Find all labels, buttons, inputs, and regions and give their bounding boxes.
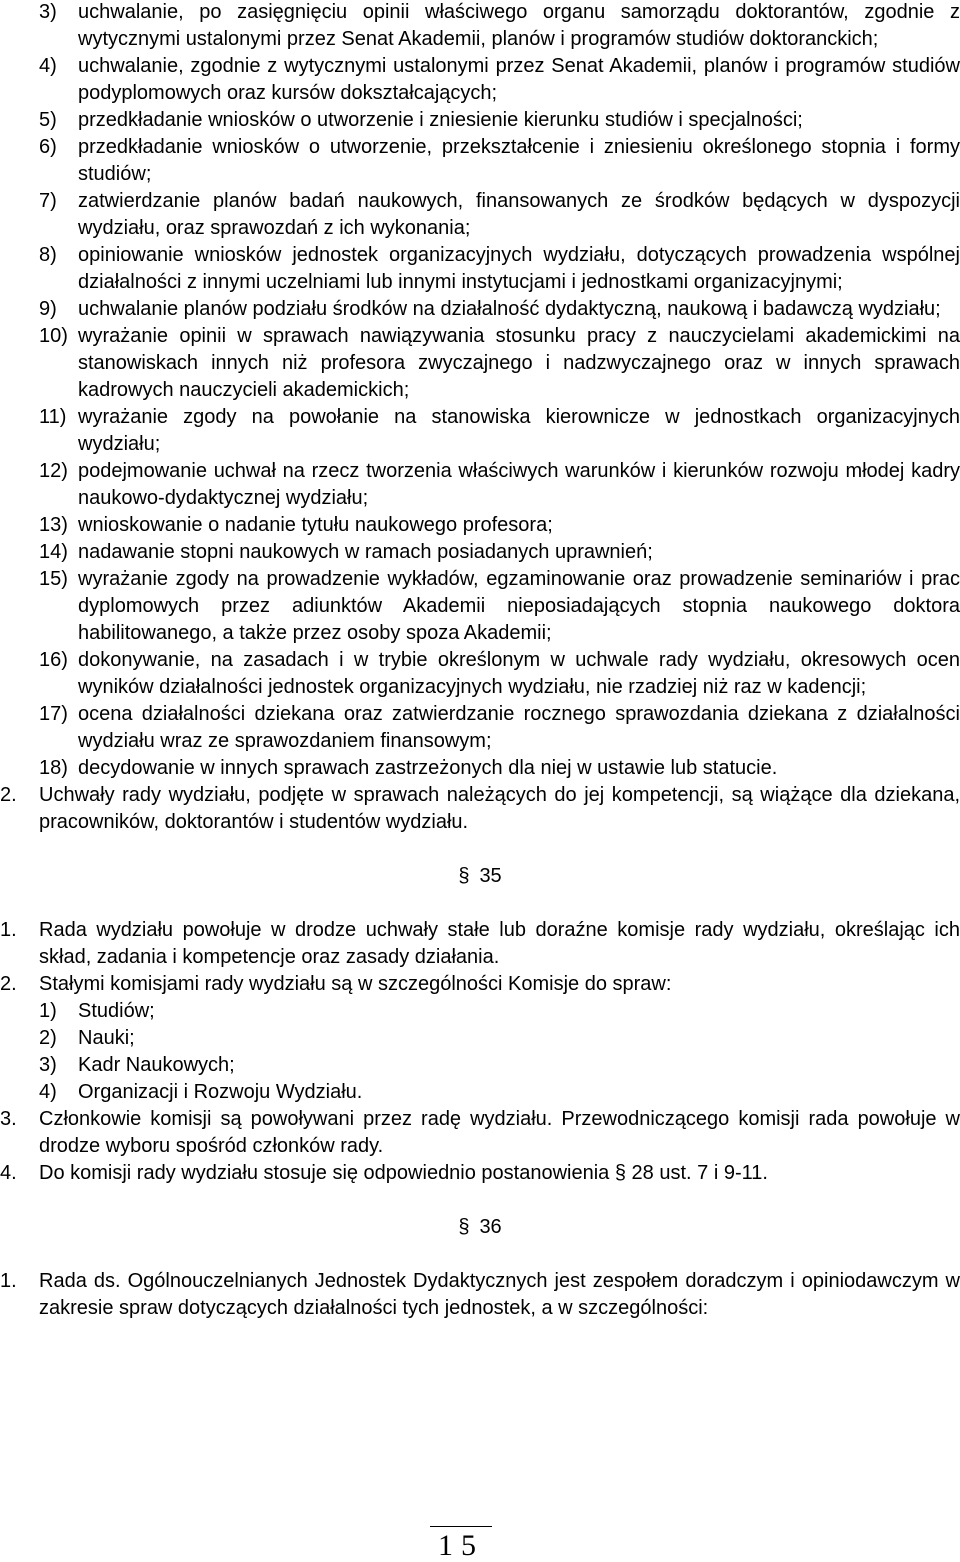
footer-rule	[430, 1526, 492, 1527]
list-item-number: 7)	[39, 190, 57, 212]
paragraph-4	[0, 1160, 960, 1187]
list-item-text: wyrażanie opinii w sprawach nawiązywania stosunku pracy z nauczycielami akademickimi na stanowiskach innych niż profesora zwyczajnego i nadzwyczajnego oraz w innych sprawach kadrowych nauczycieli akademickich;	[78, 325, 960, 401]
list-item-number: 2)	[39, 1027, 57, 1049]
section-sign: §	[458, 1216, 470, 1238]
paragraph-text-part: 28 ust. 7 i 9-11.	[625, 1162, 768, 1184]
section-sign: §	[458, 865, 470, 887]
list-item	[39, 512, 960, 539]
list-item-number: 13)	[39, 514, 68, 536]
list-item-number: 14)	[39, 541, 68, 563]
list-item	[39, 1079, 960, 1106]
paragraph-1	[0, 1268, 960, 1322]
list-item-text: Organizacji i Rozwoju Wydziału.	[78, 1081, 363, 1103]
paragraph-text: Rada wydziału powołuje w drodze uchwały stałe lub doraźne komisje rady wydziału, określając ich skład, zadania i kompetencje oraz zasady działania.	[39, 919, 960, 968]
list-item	[39, 323, 960, 404]
list-item-number: 4)	[39, 1081, 57, 1103]
paragraph-text: Rada ds. Ogólnouczelnianych Jednostek Dydaktycznych jest zespołem doradczym i opiniodawczym w zakresie spraw dotyczących działalności tych jednostek, a w szczególności:	[39, 1270, 960, 1319]
paragraph-2	[0, 971, 960, 998]
list-item-number: 16)	[39, 649, 68, 671]
list-item-number: 3)	[39, 1, 57, 23]
section-heading-36	[0, 1214, 960, 1241]
list-item	[39, 242, 960, 296]
list-item	[39, 998, 960, 1025]
list-item-number: 12)	[39, 460, 68, 482]
list-item-number: 4)	[39, 55, 57, 77]
list-item-text: opiniowanie wniosków jednostek organizacyjnych wydziału, dotyczących prowadzenia wspólnej działalności z innymi uczelniami lub innymi instytucjami i jednostkami organizacyjnymi;	[78, 244, 960, 293]
paragraph-text: Stałymi komisjami rady wydziału są w szczególności Komisje do spraw:	[39, 973, 672, 995]
paragraph-number: 3.	[0, 1108, 17, 1130]
list-item	[39, 701, 960, 755]
list-item-text: dokonywanie, na zasadach i w trybie określonym w uchwale rady wydziału, okresowych ocen wyników działalności jednostek organizacyjnych wydziału, nie rzadziej niż raz w kadencji;	[78, 649, 960, 698]
list-item	[39, 296, 960, 323]
paragraph-number: 1.	[0, 1270, 17, 1292]
list-item-number: 3)	[39, 1054, 57, 1076]
list-item-text: decydowanie w innych sprawach zastrzeżonych dla niej w ustawie lub statucie.	[78, 757, 778, 779]
list-item-number: 11)	[39, 406, 67, 428]
list-item	[39, 107, 960, 134]
list-item-text: zatwierdzanie planów badań naukowych, finansowanych ze środków będących w dyspozycji wydziału, oraz sprawozdań z ich wykonania;	[78, 190, 960, 239]
list-item-text: przedkładanie wniosków o utworzenie i zniesienie kierunku studiów i specjalności;	[78, 109, 803, 131]
list-item	[39, 1025, 960, 1052]
section-heading-35	[0, 863, 960, 890]
list-item	[39, 134, 960, 188]
paragraph-1	[0, 917, 960, 971]
list-item-number: 17)	[39, 703, 68, 725]
list-item-number: 10)	[39, 325, 68, 347]
list-item-number: 9)	[39, 298, 57, 320]
list-item	[39, 647, 960, 701]
list-item	[39, 755, 960, 782]
list-item-number: 1)	[39, 1000, 57, 1022]
list-item-number: 5)	[39, 109, 57, 131]
list-item-text: wyrażanie zgody na prowadzenie wykładów, egzaminowanie oraz prowadzenie seminariów i prac dyplomowych przez adiunktów Akademii nieposiadających stopnia naukowego doktora habilitowanego, a także przez osoby spoza Akademii;	[78, 568, 960, 644]
paragraph-3	[0, 1106, 960, 1160]
list-item-text: uchwalanie, zgodnie z wytycznymi ustalonymi przez Senat Akademii, planów i programów studiów podyplomowych oraz kursów dokształcających;	[78, 55, 960, 104]
list-item	[39, 53, 960, 107]
list-item	[39, 188, 960, 242]
list-item-text: nadawanie stopni naukowych w ramach posiadanych uprawnień;	[78, 541, 653, 563]
paragraph-text: Uchwały rady wydziału, podjęte w sprawach należących do jej kompetencji, są wiążące dla dziekana, pracowników, doktorantów i studentów wydziału.	[39, 784, 960, 833]
list-item	[39, 566, 960, 647]
paragraph-text-part: Do komisji rady wydziału stosuje się odpowiednio postanowienia	[39, 1162, 615, 1184]
list-item-text: podejmowanie uchwał na rzecz tworzenia właściwych warunków i kierunków rozwoju młodej kadry naukowo-dydaktycznej wydziału;	[78, 460, 960, 509]
section-number: 35	[479, 865, 502, 887]
paragraph-2	[0, 782, 960, 836]
list-item-text: Nauki;	[78, 1027, 135, 1049]
list-item-text: wyrażanie zgody na powołanie na stanowiska kierownicze w jednostkach organizacyjnych wydziału;	[78, 406, 960, 455]
list-item-text: uchwalanie planów podziału środków na działalność dydaktyczną, naukową i badawczą wydziału;	[78, 298, 941, 320]
list-item	[39, 1052, 960, 1079]
list-item-number: 15)	[39, 568, 68, 590]
page-number: 15	[438, 1529, 484, 1562]
list-item-number: 6)	[39, 136, 57, 158]
section-number: 36	[479, 1216, 502, 1238]
list-item	[39, 458, 960, 512]
list-item-text: Kadr Naukowych;	[78, 1054, 235, 1076]
numbered-list-top	[39, 0, 960, 782]
list-item-number: 8)	[39, 244, 57, 266]
paragraph-number: 2.	[0, 973, 17, 995]
paragraph-number: 2.	[0, 784, 17, 806]
paragraph-text	[39, 1160, 960, 1187]
list-item-number: 18)	[39, 757, 68, 779]
paragraph-number: 1.	[0, 919, 17, 941]
list-item	[39, 539, 960, 566]
list-item-text: przedkładanie wniosków o utworzenie, przekształcenie i zniesieniu określonego stopnia i formy studiów;	[78, 136, 960, 185]
list-item	[39, 404, 960, 458]
list-item-text: Studiów;	[78, 1000, 155, 1022]
section-sign: §	[614, 1162, 626, 1184]
paragraph-number: 4.	[0, 1162, 17, 1184]
list-item-text: wnioskowanie o nadanie tytułu naukowego profesora;	[78, 514, 553, 536]
list-item	[39, 0, 960, 53]
list-item-text: uchwalanie, po zasięgnięciu opinii właściwego organu samorządu doktorantów, zgodnie z wytycznymi ustalonymi przez Senat Akademii, planów i programów studiów doktoranckich;	[78, 1, 960, 50]
committee-list	[39, 998, 960, 1106]
list-item-text: ocena działalności dziekana oraz zatwierdzanie rocznego sprawozdania dziekana z działalności wydziału wraz ze sprawozdaniem finansowym;	[78, 703, 960, 752]
paragraph-text: Członkowie komisji są powoływani przez radę wydziału. Przewodniczącego komisji rada powołuje w drodze wyboru spośród członków rady.	[39, 1108, 960, 1157]
